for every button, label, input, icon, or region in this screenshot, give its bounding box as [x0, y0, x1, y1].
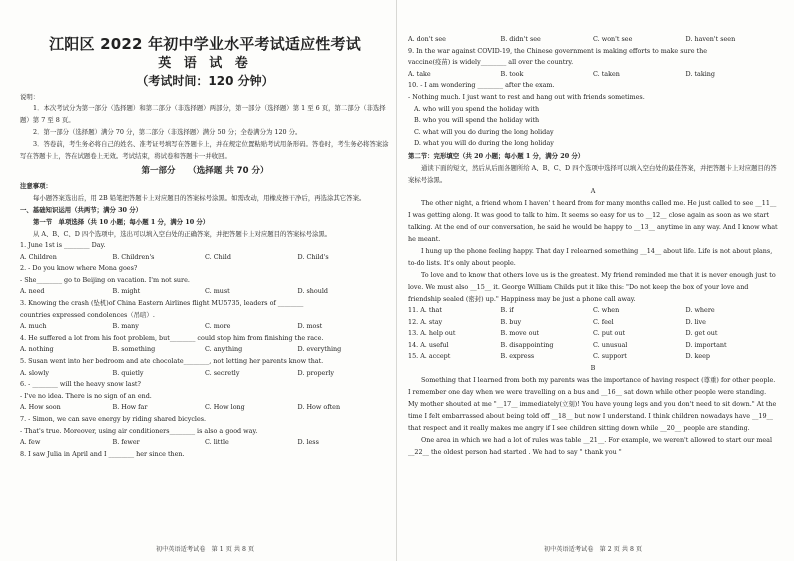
- cloze-a-options: [408, 305, 778, 363]
- question-line: 2. - Do you know where Mona goes?: [20, 264, 138, 273]
- page-footer: 初中英语适考试卷 第 2 页 共 8 页: [543, 546, 643, 553]
- question-line: countries expressed condolences（吊唁）.: [20, 310, 155, 319]
- question-line: 1. June 1st is ________ Day.: [20, 241, 106, 249]
- option[interactable]: B. many: [112, 322, 139, 331]
- question-line: 10. - I am wondering ________ after the exam.: [408, 81, 555, 90]
- passage-paragraph: Something that I learned from both my parents was the importance of having respect (尊重) for other people. I remember one day when we were travelling on a bus and __16__ sat down while other people were standing. My mother shouted at me "__17__ immediately(立刻)! You have young legs and you don't need to sit down." At the time I felt embarrassed about being told off __18__ but now I understand. I think children nowadays have __19__ that respect and it really makes me angry if I see children sitting down while __20__ people are standing.: [408, 375, 777, 432]
- option[interactable]: C. unusual: [593, 340, 628, 349]
- question-line: - I've no idea. There is no sign of an end.: [20, 391, 152, 400]
- notes-text: 每小题答案选出后，用 2B 铅笔把答题卡上对应题目的答案标号涂黑。如需改动，用橡皮擦干净后，再选涂其它答案。: [33, 194, 366, 202]
- option[interactable]: C. put out: [593, 329, 626, 338]
- option[interactable]: A. take: [408, 69, 431, 78]
- passage-paragraph: I hung up the phone feeling happy. That day I relearned something __14__ about life. Life is not about plans, to-do lists. It's only about people.: [408, 246, 773, 267]
- instruction-item: 1．本次考试分为第一部分（选择题）和第二部分（非选择题）两部分，第一部分（选择题）第 1 至 6 页，第二部分（非选择题）第 7 至 8 页。: [20, 104, 386, 124]
- option[interactable]: A. need: [20, 287, 45, 296]
- option[interactable]: 11. A. that: [408, 305, 442, 314]
- option[interactable]: D. what you will do during the long holiday: [414, 139, 554, 148]
- option[interactable]: B. if: [500, 305, 514, 314]
- page-footer: 初中英语适考试卷 第 1 页 共 8 页: [155, 546, 255, 553]
- question-line: 8. I saw Julia in April and I ________ her since then.: [20, 449, 185, 458]
- option-row: [408, 328, 778, 340]
- option[interactable]: C. secretly: [205, 368, 240, 377]
- option[interactable]: D. where: [685, 305, 715, 314]
- option[interactable]: C. feel: [593, 317, 614, 326]
- option[interactable]: D. properly: [297, 368, 335, 377]
- question-line: 5. Susan went into her bedroom and ate chocolate________, not letting her parents know that.: [20, 356, 324, 365]
- option-row: [408, 305, 778, 317]
- option[interactable]: C. little: [205, 438, 229, 447]
- left-page: [20, 0, 390, 561]
- question-line: - Nothing much. I just want to rest and hang out with friends sometimes.: [408, 92, 645, 101]
- option[interactable]: B. fewer: [112, 438, 140, 447]
- option[interactable]: B. didn't see: [500, 35, 541, 43]
- option[interactable]: A. don't see: [408, 35, 446, 43]
- option[interactable]: B. took: [500, 69, 524, 78]
- option[interactable]: C. won't see: [593, 35, 633, 43]
- option[interactable]: B. express: [500, 352, 535, 361]
- option-row: [20, 344, 390, 356]
- option[interactable]: D. How often: [297, 403, 341, 412]
- option-row: [20, 402, 390, 414]
- sub1-desc: 从 A、B、C、D 四个选项中，选出可以填入空白处的正确答案，并把答题卡上对应题目的答案标号涂黑。: [33, 230, 332, 238]
- passage-paragraph: To love and to know that others love us is the greatest. My friend reminded me that it is never enough just to love. We must also __15__ it. George William Childs put it like this: "Do not keep the box of your love and friendship sealed (密封) up." Happiness may be just a phone call away.: [408, 270, 776, 303]
- option[interactable]: C. anything: [205, 345, 243, 354]
- question-line: 3. Knowing the crash (坠机)of China Eastern Airlines flight MU5735, leaders of ________: [20, 298, 304, 307]
- option[interactable]: A. Children: [20, 252, 57, 261]
- option[interactable]: A. much: [20, 322, 47, 331]
- option[interactable]: A. nothing: [20, 345, 54, 354]
- passage-a-label: A: [590, 186, 596, 195]
- option[interactable]: C. must: [205, 287, 230, 296]
- option[interactable]: D. Child's: [297, 252, 329, 261]
- q9-options: [408, 69, 778, 81]
- option[interactable]: C. Child: [205, 252, 231, 261]
- option-row: [408, 317, 778, 329]
- q8-options: [408, 34, 778, 46]
- option[interactable]: B. quietly: [112, 368, 144, 377]
- option[interactable]: C. support: [593, 352, 627, 361]
- question-list: [20, 240, 390, 460]
- sub1-heading: 第一节 单项选择（共 10 小题；每小题 1 分，满分 10 分）: [33, 218, 210, 226]
- page-fold-divider: [396, 0, 397, 561]
- option[interactable]: C. what will you do during the long holiday: [414, 127, 554, 136]
- exam-time: （考试时间：120 分钟）: [136, 74, 274, 88]
- passage-b-label: B: [590, 363, 596, 372]
- option[interactable]: C. more: [205, 322, 231, 331]
- option[interactable]: D. most: [297, 322, 323, 331]
- option-row: [408, 351, 778, 363]
- option[interactable]: B. How far: [112, 403, 148, 412]
- instructions-label: 说明：: [20, 93, 40, 101]
- option[interactable]: B. might: [112, 287, 141, 296]
- option[interactable]: D. taking: [685, 69, 715, 78]
- option[interactable]: D. get out: [685, 329, 718, 338]
- option[interactable]: D. haven't seen: [685, 35, 736, 43]
- option[interactable]: A. few: [20, 438, 41, 447]
- option[interactable]: 12. A. stay: [408, 317, 443, 326]
- option-row: [20, 437, 390, 449]
- option[interactable]: B. buy: [500, 317, 522, 326]
- part1-heading: 第一部分 （选择题 共 70 分）: [141, 166, 269, 176]
- exam-subject: 英 语 试 卷: [158, 56, 252, 71]
- option[interactable]: D. less: [297, 438, 319, 447]
- question-line: vaccine(疫苗) is widely________ all over the country.: [408, 58, 574, 67]
- passage-paragraph: One area in which we had a lot of rules was table __21__. For example, we weren't allowed to start our meal __22__ the oldest person had started . We had to say " thank you ": [408, 435, 773, 456]
- option-row: [20, 321, 390, 333]
- passage-paragraph: The other night, a friend whom I haven' t heard from for many months called me. He just called to see __11__ I was getting along. It was good to talk to him. It seems so easy for us to __12__ close again as soon as we start talking. At the end of our conversation, he said he would be happy to __13__ anytime in any way. And I know what he meant.: [408, 198, 778, 243]
- option[interactable]: B. Children's: [112, 252, 155, 261]
- option[interactable]: A. who will you spend the holiday with: [414, 104, 540, 113]
- option-row: [20, 286, 390, 298]
- option[interactable]: C. when: [593, 305, 620, 314]
- cloze-heading: 第二节：完形填空（共 20 小题；每小题 1 分，满分 20 分）: [408, 151, 585, 160]
- instruction-item: 2．第一部分（选择题）满分 70 分，第二部分（非选择题）满分 50 分；全卷满分为 120 分。: [33, 128, 302, 136]
- option[interactable]: D. keep: [685, 352, 710, 361]
- cloze-desc: 通读下面的短文，然后从后面各题所给 A、B、C、D 四个选项中选择可以填入空白处的最佳答案，并把答题卡上对应题目的答案标号涂黑。: [408, 163, 777, 184]
- option-row: [20, 252, 390, 264]
- option[interactable]: B. move out: [500, 329, 540, 338]
- question-line: - She________ go to Beijing on vacation. I'm not sure.: [20, 275, 190, 284]
- option[interactable]: A. How soon: [20, 403, 61, 412]
- option[interactable]: D. should: [297, 287, 328, 296]
- option[interactable]: 14. A. useful: [408, 340, 449, 349]
- option-row: [20, 368, 390, 380]
- question-line: 4. He suffered a lot from his foot problem, but________ could stop him from finishing the race.: [20, 333, 324, 342]
- question-line: 6. - ________ will the heavy snow last?: [20, 380, 141, 389]
- section1-heading: 一、基础知识运用（共两节；满分 30 分）: [20, 206, 142, 214]
- option[interactable]: D. important: [685, 340, 727, 349]
- right-page: [408, 0, 778, 561]
- option[interactable]: D. live: [685, 317, 706, 326]
- option[interactable]: A. slowly: [20, 368, 49, 377]
- question-line: 7. - Simon, we can save energy by riding shared bicycles.: [20, 414, 207, 423]
- exam-title: 江阳区 2022 年初中学业水平考试适应性考试: [49, 35, 361, 53]
- question-line: 9. In the war against COVID-19, the Chinese government is making efforts to make sure the: [408, 46, 707, 55]
- option[interactable]: D. everything: [297, 345, 342, 354]
- option[interactable]: C. How long: [205, 403, 245, 412]
- option[interactable]: 15. A. accept: [408, 352, 451, 361]
- instruction-item: 3．答卷前，考生务必将自己的姓名、准考证号填写在答题卡上，并在规定位置粘贴考试用条形码。答卷时，考生务必将答案涂写在答题卡上，答在试题卷上无效。考试结束，将试卷和答题卡一并收回。: [20, 140, 389, 160]
- notes-label: 注意事项：: [20, 182, 52, 190]
- option[interactable]: B. disappointing: [500, 340, 554, 349]
- option[interactable]: B. something: [112, 345, 156, 354]
- option[interactable]: B. who you will spend the holiday with: [414, 116, 540, 125]
- option-row: [408, 340, 778, 352]
- question-line: - That's true. Moreover, using air conditioners________ is also a good way.: [20, 426, 258, 435]
- option[interactable]: 13. A. help out: [408, 329, 456, 338]
- option[interactable]: C. taken: [593, 69, 620, 78]
